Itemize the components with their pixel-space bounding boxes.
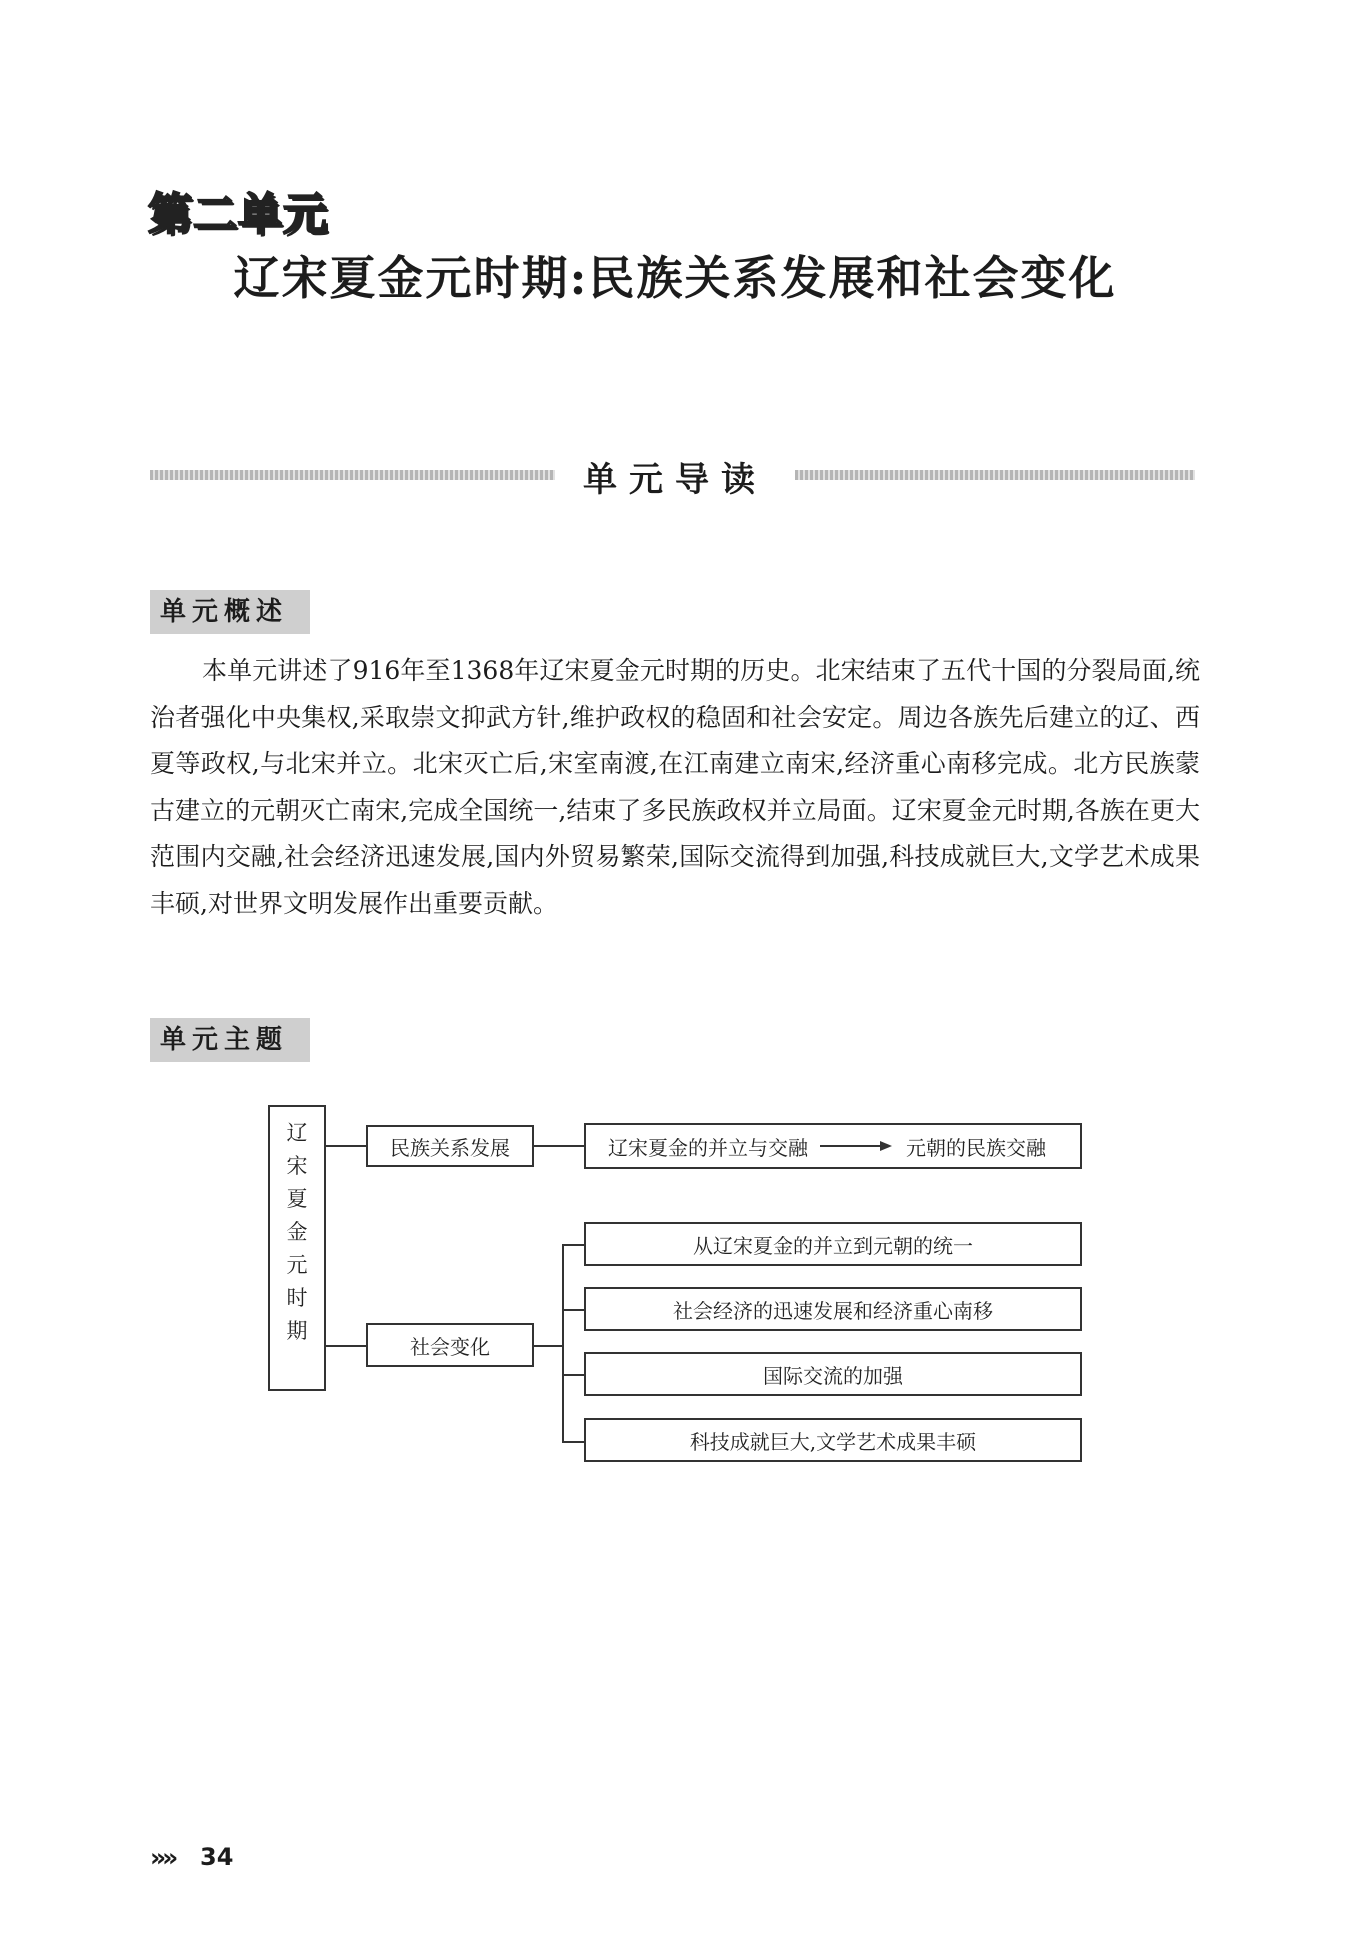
social-change-item: 社会经济的迅速发展和经济重心南移: [584, 1287, 1082, 1331]
diagram-root-box: [268, 1105, 326, 1391]
guide-rule-left: [150, 470, 555, 480]
page-marker-icon: »»: [150, 1843, 175, 1872]
branch1-from: 辽宋夏金的并立与交融: [608, 1135, 808, 1160]
social-change-item: 国际交流的加强: [584, 1352, 1082, 1396]
branch1-to: 元朝的民族交融: [906, 1135, 1046, 1160]
connector-line: [326, 1345, 366, 1347]
arrow-right-icon: [880, 1141, 892, 1151]
unit-label: 第二单元: [148, 189, 328, 240]
branch-social-change: 社会变化: [366, 1323, 534, 1367]
social-change-item: 科技成就巨大,文学艺术成果丰硕: [584, 1418, 1082, 1462]
root-char: 金: [286, 1220, 308, 1244]
branch2-bracket: [562, 1245, 564, 1443]
root-char: 辽: [286, 1121, 308, 1145]
connector-line: [562, 1309, 584, 1311]
connector-line: [534, 1345, 564, 1347]
connector-line: [562, 1374, 584, 1376]
branch1-detail-box: [584, 1123, 1082, 1169]
guide-heading: 单元导读: [583, 460, 767, 500]
root-char: 夏: [286, 1187, 308, 1211]
page-number: 34: [200, 1843, 234, 1871]
branch-ethnic-relations: 民族关系发展: [366, 1125, 534, 1167]
theme-tag: 单元主题: [150, 1018, 310, 1062]
social-change-item: 从辽宋夏金的并立到元朝的统一: [584, 1222, 1082, 1266]
overview-text: 本单元讲述了916年至1368年辽宋夏金元时期的历史。北宋结束了五代十国的分裂局面,统治者强化中央集权,采取崇文抑武方针,维护政权的稳固和社会安定。周边各族先后建立的辽、西夏等政权,与北宋并立。北宋灭亡后,宋室南渡,在江南建立南宋,经济重心南移完成。北方民族蒙古建立的元朝灭亡南宋,完成全国统一,结束了多民族政权并立局面。辽宋夏金元时期,各族在更大范围内交融,社会经济迅速发展,国内外贸易繁荣,国际交流得到加强,科技成就巨大,文学艺术成果丰硕,对世界文明发展作出重要贡献。: [150, 656, 1200, 918]
root-char: 时: [286, 1286, 308, 1310]
root-char: 期: [286, 1319, 308, 1343]
connector-line: [534, 1145, 584, 1147]
guide-rule-right: [795, 470, 1195, 480]
root-char: 宋: [286, 1154, 308, 1178]
connector-line: [562, 1244, 584, 1246]
page-title: 辽宋夏金元时期:民族关系发展和社会变化: [233, 251, 1117, 305]
connector-line: [326, 1145, 366, 1147]
overview-tag: 单元概述: [150, 590, 310, 634]
connector-line: [562, 1441, 584, 1443]
arrow-line: [820, 1145, 880, 1147]
root-char: 元: [286, 1253, 308, 1277]
